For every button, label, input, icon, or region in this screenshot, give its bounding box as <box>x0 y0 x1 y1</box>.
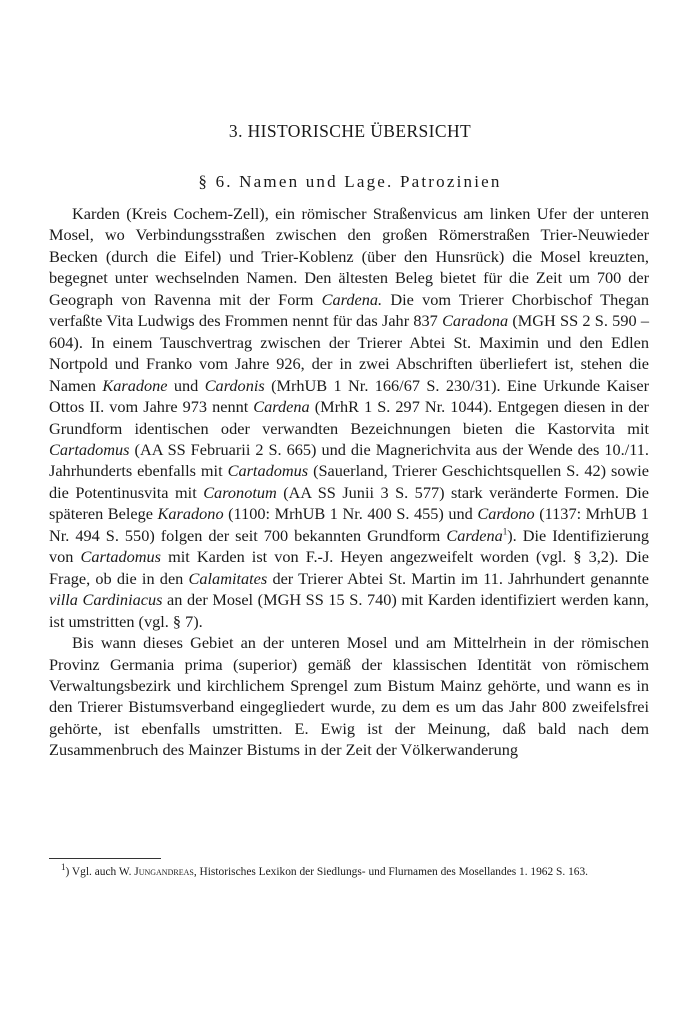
text-run: ). Die Identifizierung von <box>49 525 649 567</box>
text-run: (Sauerland, Trierer Geschichtsquellen S. 42) sowie die Potentinusvita mit <box>49 461 649 502</box>
body-text <box>49 203 649 761</box>
italic-term: Cardena <box>446 525 503 545</box>
text-run: (MrhR 1 S. 297 Nr. 1044). Entgegen diesen in der Grundform identischen oder verwandten Bezeichnungen bieten die Kastorvita mit <box>49 397 649 438</box>
footnote-marker: 1 <box>61 862 66 873</box>
italic-term: Karadono <box>157 504 224 524</box>
section-title: § 6. Namen und Lage. Patrozinien <box>198 172 502 191</box>
italic-term: Cardonis <box>204 375 265 395</box>
italic-term: Cartadomus <box>49 439 130 459</box>
text-run: (MGH SS 2 S. 590 – 604). In einem Tauschvertrag zwischen der Trierer Abtei St. Maximin und den Edlen Nortpold und Franko vom Jahre 926, der in zwei Abschriften überliefert ist, stehen die Namen <box>49 311 649 395</box>
italic-term: Karadone <box>102 375 168 395</box>
italic-term: Cardena. <box>321 289 383 309</box>
footnote-divider <box>49 858 161 859</box>
italic-term: Caradona <box>442 311 509 331</box>
text-run: (1137: MrhUB 1 Nr. 494 S. 550) folgen der seit 700 bekannten Grundform <box>49 504 649 545</box>
text-run: Die vom Trierer Chorbischof Thegan verfaßte Vita Ludwigs des Frommen nennt für das Jahr 837 <box>49 289 649 331</box>
footnote-text-before: ) Vgl. auch W. <box>65 866 135 878</box>
italic-term: Cardono <box>477 504 535 524</box>
footnote <box>49 863 649 881</box>
paragraph-1 <box>49 203 649 632</box>
italic-term: Cartadomus <box>227 461 309 481</box>
text-run: (1100: MrhUB 1 Nr. 400 S. 455) und <box>223 504 478 524</box>
text-run: mit Karden ist von F.-J. Heyen angezweifelt worden (vgl. § 3,2). Die Frage, ob die in den <box>49 547 649 588</box>
chapter-title: 3. HISTORISCHE ÜBERSICHT <box>228 121 472 141</box>
footnote-text-after: , Historisches Lexikon der Siedlungs- und Flurnamen des Mosellandes 1. 1962 S. 163. <box>193 866 589 878</box>
italic-term: Caronotum <box>203 482 277 502</box>
footnote-author: Jungandreas <box>134 866 194 878</box>
text-run: (AA SS Junii 3 S. 577) stark veränderte Formen. Die späteren Belege <box>49 482 649 524</box>
paragraph-2: Bis wann dieses Gebiet an der unteren Mosel und am Mittelrhein in der römischen Provinz Germania prima (superior) gemäß der klassischen Identität von römischem Verwaltungsbezirk und kirchlichem Sprengel zum Bistum Mainz gehörte, und wann es in den Trierer Bistumsverband eingegliedert wurde, zu dem es um das Jahr 800 zweifelsfrei gehörte, ist ebenfalls umstritten. E. Ewig ist der Meinung, daß bald nach dem Zusammenbruch des Mainzer Bistums in der Zeit der Völkerwanderung <box>49 633 649 760</box>
text-run: und <box>167 375 205 395</box>
text-run: der Trierer Abtei St. Martin im 11. Jahrhundert genannte <box>267 568 649 588</box>
italic-term: Cartadomus <box>80 547 162 567</box>
text-run: (MrhUB 1 Nr. 166/67 S. 230/31). Eine Urkunde Kaiser Ottos II. vom Jahre 973 nennt <box>49 375 649 417</box>
italic-term: Calamitates <box>188 568 268 588</box>
text-run: (AA SS Februarii 2 S. 665) und die Magnerichvita aus der Wende des 10./11. Jahrhunderts ebenfalls mit <box>49 439 649 481</box>
italic-term: Cardena <box>253 397 310 417</box>
italic-term: villa Cardiniacus <box>49 590 163 610</box>
text-run: Karden (Kreis Cochem-Zell), ein römischer Straßenvicus am linken Ufer der unteren Mosel, wo Verbindungsstraßen zwischen den großen Römerstraßen Trier-Neuwieder Becken (durch die Eifel) und Trier-Koblenz (über den Hunsrück) die Mosel kreuzten, begegnet unter wechselnden Namen. Den ältesten Beleg bietet für die Zeit um 700 der Geograph von Ravenna mit der Form <box>49 204 649 309</box>
footnote-reference: 1 <box>502 526 508 537</box>
text-run: an der Mosel (MGH SS 15 S. 740) mit Karden identifiziert werden kann, ist umstritten (vgl. § 7). <box>49 590 649 631</box>
